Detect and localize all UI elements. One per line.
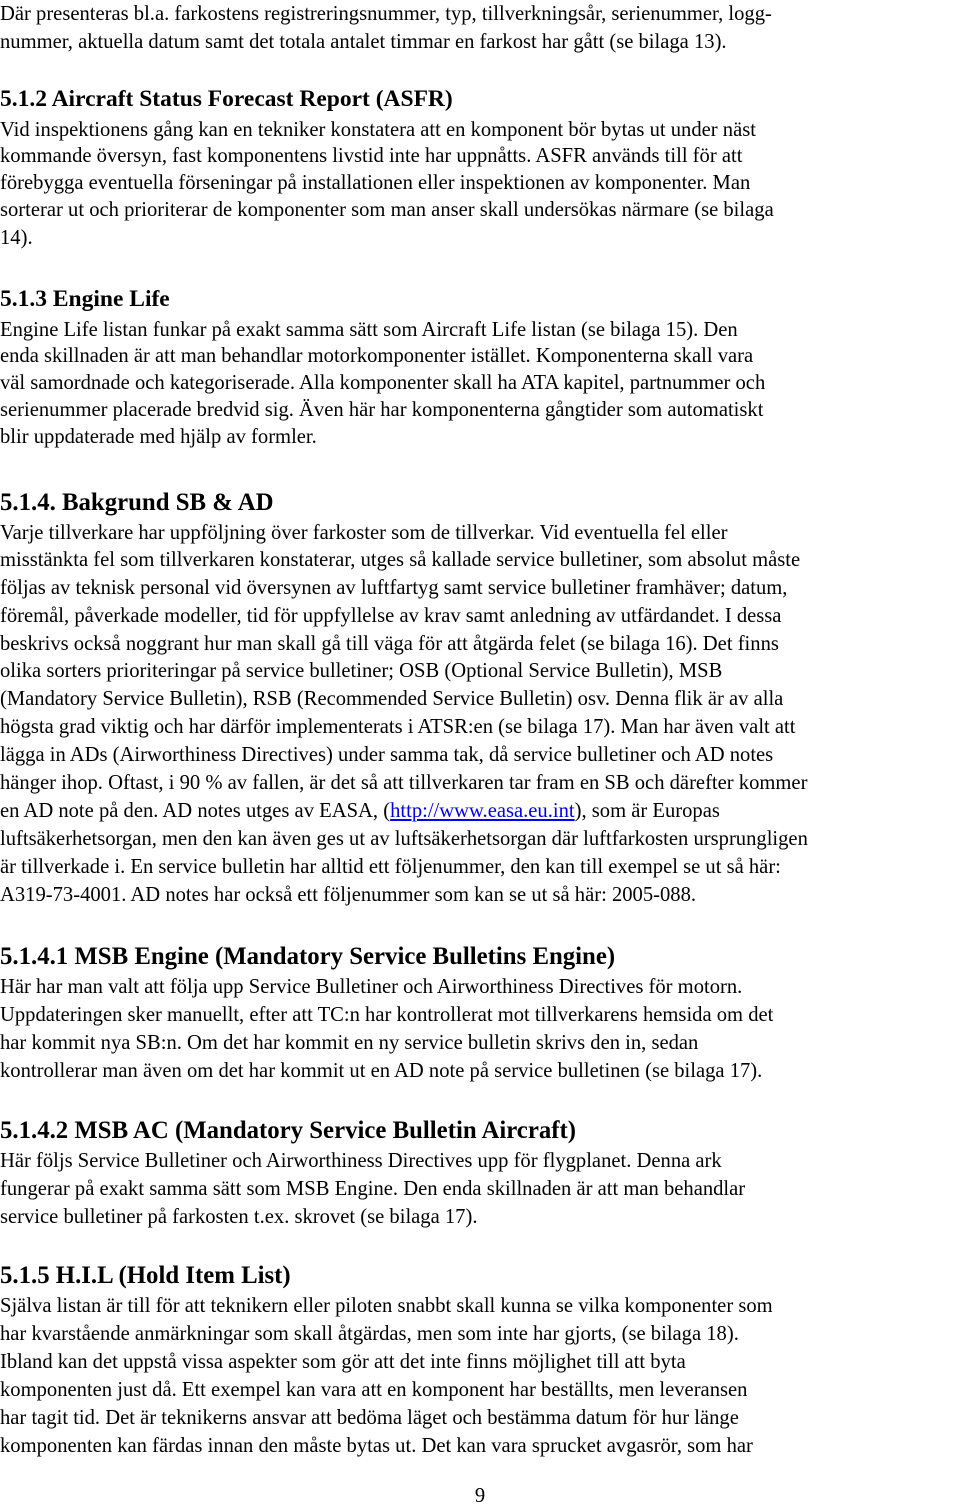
section-5-1-4-1-line-2: Uppdateringen sker manuellt, efter att TC:n har kontrollerat mot tillverkarens hemsida om det [0,1004,774,1026]
easa-link[interactable]: http://www.easa.eu.int [390,800,575,822]
section-5-1-3-line-1: Engine Life listan funkar på exakt samma sätt som Aircraft Life listan (se bilaga 15). Den [0,319,738,341]
section-5-1-5-line-2: har kvarstående anmärkningar som skall åtgärdas, men som inte har gjorts, (se bilaga 18). [0,1323,739,1345]
section-5-1-4-line-3: följas av teknisk personal vid översynen av luftfartyg samt service bulletiner framhäver; datum, [0,577,788,599]
section-5-1-3-line-3: väl samordnade och kategoriserade. Alla komponenter skall ha ATA kapitel, partnummer och [0,372,766,394]
section-5-1-5-line-1: Själva listan är till för att teknikern eller piloten snabbt skall kunna se vilka komponenter som [0,1295,773,1317]
section-5-1-4-line-8: högsta grad viktig och har därför implementerats i ATSR:en (se bilaga 17). Man har även valt att [0,716,796,738]
section-5-1-4-2-line-2: fungerar på exakt samma sätt som MSB Engine. Den enda skillnaden är att man behandlar [0,1178,746,1200]
section-5-1-4-line-1: Varje tillverkare har uppföljning över farkoster som de tillverkar. Vid eventuella fel eller [0,522,728,544]
section-heading-5-1-4: 5.1.4. Bakgrund SB & AD [0,489,274,516]
section-heading-5-1-3: 5.1.3 Engine Life [0,286,170,312]
section-5-1-5-line-6: komponenten kan färdas innan den måste bytas ut. Det kan vara sprucket avgasrör, som har [0,1435,753,1457]
section-5-1-3-line-5: blir uppdaterade med hjälp av formler. [0,426,317,448]
section-5-1-4-line-6: olika sorters prioriteringar på service bulletiner; OSB (Optional Service Bulletin), MSB [0,660,723,682]
section-5-1-4-line-13: är tillverkade i. En service bulletin har alltid ett följenummer, den kan till exempel se ut så här: [0,856,781,878]
section-5-1-3-line-2: enda skillnaden är att man behandlar motorkomponenter istället. Komponenterna skall vara [0,345,754,367]
section-5-1-4-link-line [0,798,720,824]
section-5-1-4-line-2: misstänkta fel som tillverkaren konstaterar, utges så kallade service bulletiner, som absolut måste [0,549,801,571]
section-heading-5-1-5: 5.1.5 H.I.L (Hold Item List) [0,1262,291,1289]
section-5-1-5-line-5: har tagit tid. Det är teknikerns ansvar att bedöma läget och bestämma datum för hur länge [0,1407,739,1429]
section-heading-5-1-4-2: 5.1.4.2 MSB AC (Mandatory Service Bulletin Aircraft) [0,1117,576,1144]
section-5-1-4-1-line-4: kontrollerar man även om det har kommit ut en AD note på service bulletinen (se bilaga 17). [0,1060,763,1082]
section-5-1-4-line-12: luftsäkerhetsorgan, men den kan även ges ut av luftsäkerhetsorgan där luftfarkosten ursprungligen [0,828,808,850]
section-5-1-2-line-3: förebygga eventuella förseningar på installationen eller inspektionen av komponenter. Man [0,172,751,194]
section-5-1-4-1-line-1: Här har man valt att följa upp Service Bulletiner och Airworthiness Directives för motorn. [0,976,743,998]
section-5-1-4-2-line-3: service bulletiner på farkosten t.ex. skrovet (se bilaga 17). [0,1206,478,1228]
section-5-1-2-line-4: sorterar ut och prioriterar de komponenter som man anser skall undersökas närmare (se bilaga [0,199,774,221]
page-number: 9 [474,1485,486,1507]
section-5-1-2-line-5: 14). [0,227,33,249]
section-5-1-2-line-2: kommande översyn, fast komponentens livstid inte har uppnåtts. ASFR används till för att [0,145,743,167]
intro-line-1: Där presenteras bl.a. farkostens registreringsnummer, typ, tillverkningsår, serienummer, logg- [0,3,772,25]
section-5-1-4-line-5: beskrivs också noggrant hur man skall gå till väga för att åtgärda felet (se bilaga 16). Det finns [0,633,779,655]
section-heading-5-1-4-1: 5.1.4.1 MSB Engine (Mandatory Service Bulletins Engine) [0,943,616,970]
section-5-1-4-1-line-3: har kommit nya SB:n. Om det har kommit en ny service bulletin skrivs den in, sedan [0,1032,699,1054]
section-5-1-3-line-4: serienummer placerade bredvid sig. Även här har komponenterna gångtider som automatiskt [0,399,764,421]
section-5-1-5-line-3: Ibland kan det uppstå vissa aspekter som gör att det inte finns möjlighet till att byta [0,1351,686,1373]
section-heading-5-1-2: 5.1.2 Aircraft Status Forecast Report (ASFR) [0,86,453,112]
section-5-1-4-line-10: hänger ihop. Oftast, i 90 % av fallen, är det så att tillverkaren tar fram en SB och därefter kommer [0,772,808,794]
link-line-before: en AD note på den. AD notes utges av EASA, ( [0,800,391,822]
section-5-1-5-line-4: komponenten just då. Ett exempel kan vara att en komponent har beställts, men leveransen [0,1379,748,1401]
section-5-1-4-2-line-1: Här följs Service Bulletiner och Airworthiness Directives upp för flygplanet. Denna ark [0,1150,722,1172]
intro-line-2: nummer, aktuella datum samt det totala antalet timmar en farkost har gått (se bilaga 13). [0,31,727,53]
link-line-after: ), som är Europas [574,800,720,822]
section-5-1-4-line-7: (Mandatory Service Bulletin), RSB (Recommended Service Bulletin) osv. Denna flik är av alla [0,688,784,710]
section-5-1-4-line-14: A319-73-4001. AD notes har också ett följenummer som kan se ut så här: 2005-088. [0,884,697,906]
section-5-1-4-line-9: lägga in ADs (Airworthiness Directives) under samma tak, då service bulletiner och AD notes [0,744,774,766]
section-5-1-2-line-1: Vid inspektionens gång kan en tekniker konstatera att en komponent bör bytas ut under näst [0,119,756,141]
section-5-1-4-line-4: föremål, påverkade modeller, tid för uppfyllelse av krav samt anledning av utfärdandet. I dessa [0,605,782,627]
